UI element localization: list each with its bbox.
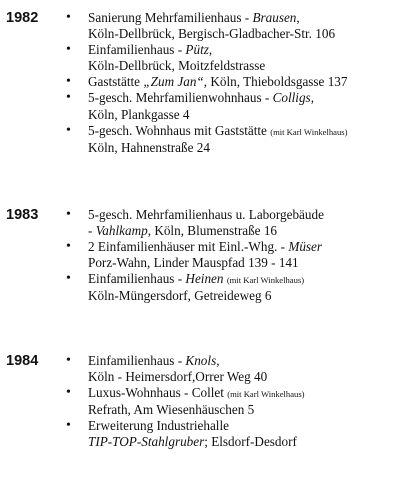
entry-list (66, 207, 396, 305)
entry-line (88, 385, 396, 402)
entry-line (88, 288, 396, 304)
entry-line (88, 42, 396, 58)
entry-line (88, 26, 396, 42)
entry-text-run: 2 Einfamilienhäuser mit Einl.-Whg. - (88, 239, 289, 255)
entry-text (88, 353, 396, 385)
bullet-icon: • (66, 207, 71, 222)
client-name: Knols (185, 353, 217, 368)
entry-text-run: Köln, Hahnenstraße 24 (88, 139, 210, 155)
project-entry (66, 239, 396, 271)
entry-line (88, 140, 396, 156)
entry-text-run: Einfamilienhaus - (88, 271, 186, 287)
entry-line (88, 58, 396, 74)
entry-text-run: Köln-Dellbrück, Moitzfeldstrasse (88, 58, 266, 74)
year-label: 1982 (6, 10, 39, 26)
project-entry (66, 74, 396, 90)
collaborator-note: (mit Karl Winkelhaus) (270, 126, 348, 137)
bullet-icon: • (66, 74, 71, 90)
entry-line (88, 239, 396, 255)
entry-text-run: Erweiterung Industriehalle (88, 418, 229, 434)
entry-text-run: - (88, 223, 96, 239)
entry-line (88, 353, 396, 369)
entry-line (88, 10, 396, 26)
entry-text-run: 5-gesch. Mehrfamilienwohnhaus - (88, 90, 273, 106)
client-name: Colligs (272, 90, 311, 106)
entry-line (88, 402, 396, 418)
bullet-icon: • (66, 353, 71, 368)
client-name: Pütz (185, 42, 209, 58)
entry-text-run: Gaststätte (88, 74, 144, 90)
year-label: 1983 (6, 207, 39, 223)
entry-text-run: Sanierung Mehrfamilienhaus - (88, 10, 253, 25)
entry-line (88, 123, 396, 140)
entry-text-run: , Köln, Thieboldsgasse 137 (203, 74, 348, 90)
bullet-icon: • (66, 122, 71, 138)
collaborator-note: (mit Karl Winkelhaus) (226, 275, 305, 286)
entry-line (88, 207, 396, 223)
entry-text (88, 74, 396, 90)
project-entry (66, 10, 396, 42)
client-name: Brausen (252, 10, 297, 25)
entry-line (88, 255, 396, 271)
project-entry (66, 271, 396, 304)
entry-text-run: Einfamilienhaus - (88, 353, 186, 368)
project-entry (66, 42, 396, 74)
project-entry (66, 418, 396, 450)
bullet-icon: • (66, 42, 71, 58)
project-entry (66, 123, 396, 156)
entry-text (88, 239, 396, 271)
entry-line (88, 107, 396, 123)
entry-list (66, 10, 396, 156)
entry-text-run: Einfamilienhaus - (88, 42, 186, 58)
entry-text-run: Köln-Müngersdorf, Getreideweg 6 (88, 288, 272, 304)
client-name: Müser (288, 239, 323, 255)
entry-text-run: , (216, 353, 220, 368)
entry-list (66, 353, 396, 451)
entry-text-run: , (296, 10, 300, 25)
project-entry (66, 353, 396, 385)
client-name: Heinen (185, 271, 224, 287)
entry-text (88, 123, 396, 156)
entry-line (88, 90, 396, 106)
client-name: Vahlkamp (95, 223, 148, 239)
entry-line (88, 223, 396, 239)
year-label: 1984 (6, 353, 39, 369)
entry-line (88, 418, 396, 434)
collaborator-note: (mit Karl Winkelhaus) (227, 389, 305, 400)
client-name: „Zum Jan“ (143, 74, 204, 90)
bullet-icon: • (66, 271, 71, 287)
entry-text-run: Köln-Dellbrück, Bergisch-Gladbacher-Str. 106 (88, 26, 336, 42)
bullet-icon: • (66, 418, 71, 434)
entry-text-run: Köln - Heimersdorf,Orrer Weg 40 (88, 369, 268, 385)
entry-text-run: , (310, 90, 314, 106)
entry-text-run: Refrath, Am Wiesenhäuschen 5 (88, 402, 255, 418)
entry-text (88, 271, 396, 304)
entry-text (88, 42, 396, 74)
entry-line (88, 434, 396, 450)
entry-text-run: Porz-Wahn, Linder Mauspfad 139 - 141 (88, 255, 299, 271)
entry-line (88, 369, 396, 385)
entry-text-run: 5-gesch. Mehrfamilienhaus u. Laborgebäude (88, 207, 324, 222)
entry-text (88, 207, 396, 239)
entry-text-run: 5-gesch. Wohnhaus mit Gaststätte (88, 122, 271, 138)
bullet-icon: • (66, 90, 71, 106)
entry-text-run: Köln, Plankgasse 4 (88, 106, 190, 122)
entry-text-run: Luxus-Wohnhaus - Collet (88, 385, 228, 401)
entry-line (88, 74, 396, 90)
bullet-icon: • (66, 10, 71, 25)
client-name: TIP-TOP-Stahlgruber (88, 434, 205, 450)
project-entry (66, 90, 396, 122)
bullet-icon: • (66, 385, 71, 401)
entry-text (88, 10, 396, 42)
entry-text-run: , (208, 42, 213, 58)
entry-text-run: , Köln, Blumenstraße 16 (147, 223, 278, 239)
entry-text (88, 90, 396, 122)
entry-text-run: ; Elsdorf-Desdorf (204, 434, 297, 450)
entry-text (88, 385, 396, 418)
entry-text (88, 418, 396, 450)
project-entry (66, 207, 396, 239)
bullet-icon: • (66, 239, 71, 255)
project-entry (66, 385, 396, 418)
entry-line (88, 271, 396, 288)
